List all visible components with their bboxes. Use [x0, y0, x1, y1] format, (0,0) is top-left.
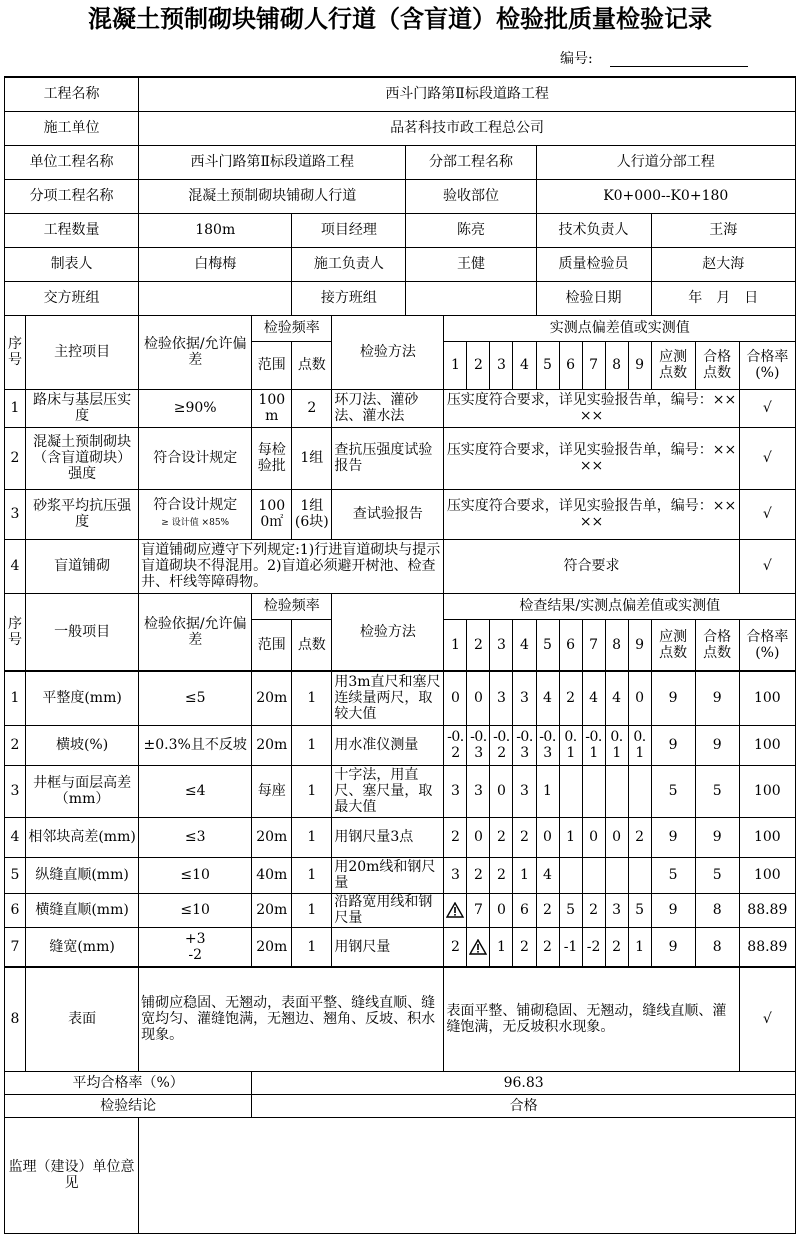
general-item: 平整度(mm) [26, 671, 139, 725]
main-range: 每检验批 [252, 427, 292, 489]
measured-value: 0 [444, 671, 467, 725]
main-basis [139, 489, 252, 539]
col-header: 5 [536, 341, 559, 389]
main-range-header: 范围 [252, 341, 292, 389]
subitem-label: 分项工程名称 [5, 179, 139, 213]
general-points: 1 [292, 725, 332, 765]
inspector-label: 质量检验员 [536, 247, 651, 281]
measured-value: 2 [490, 857, 513, 893]
general-points: 1 [292, 671, 332, 725]
main-test-pts-header: 应测点数 [651, 341, 695, 389]
general-rate: 100 [739, 765, 795, 817]
general-test-pts: 9 [651, 893, 695, 927]
general-pass-pts: 8 [695, 927, 739, 967]
main-seq: 4 [5, 539, 26, 593]
measured-value: 2 [536, 927, 559, 967]
main-seq: 2 [5, 427, 26, 489]
measured-value: 0 [467, 671, 490, 725]
measured-value [582, 857, 605, 893]
measured-value: 4 [536, 671, 559, 725]
general-range: 20m [252, 671, 292, 725]
general-seq: 4 [5, 817, 26, 857]
general-item: 井框与面层高差（mm） [26, 765, 139, 817]
general-test-pts: 9 [651, 725, 695, 765]
measured-value: 4 [605, 671, 628, 725]
general-test-pts-header: 应测点数 [651, 619, 695, 671]
pm-value: 陈亮 [406, 213, 536, 247]
measured-value: -0.3 [513, 725, 536, 765]
measured-value: 3 [513, 671, 536, 725]
contractor-value: 品茗科技市政工程总公司 [139, 111, 796, 145]
main-rate: √ [739, 427, 795, 489]
contractor-label: 施工单位 [5, 111, 139, 145]
main-basis-line: 符合设计规定 [153, 497, 238, 513]
table-row [5, 671, 796, 725]
general-basis: ≤4 [139, 765, 252, 817]
measured-value: 1 [536, 765, 559, 817]
main-result: 压实度符合要求，详见实验报告单，编号：×××× [444, 489, 739, 539]
measured-value: -0.3 [536, 725, 559, 765]
measured-value: -0.3 [467, 725, 490, 765]
general-basis: ≤3 [139, 817, 252, 857]
main-seq: 1 [5, 389, 26, 427]
table-row [5, 765, 796, 817]
pm-label: 项目经理 [292, 213, 406, 247]
general-range: 20m [252, 927, 292, 967]
measured-value: 3 [513, 765, 536, 817]
general-basis-line2: -2 [188, 946, 203, 963]
quantity-value: 180m [139, 213, 292, 247]
general-range: 20m [252, 893, 292, 927]
col-header: 1 [444, 341, 467, 389]
general-method: 用钢尺量3点 [332, 817, 444, 857]
general-item-header: 一般项目 [26, 593, 139, 671]
general-points: 1 [292, 893, 332, 927]
col-header: 2 [467, 619, 490, 671]
unit-project-value: 西斗门路第Ⅱ标段道路工程 [139, 145, 406, 179]
general-basis: ≤10 [139, 857, 252, 893]
measured-value: 3 [444, 765, 467, 817]
measured-value [444, 893, 467, 927]
measured-value: 0.1 [628, 725, 651, 765]
general-basis: 铺砌应稳固、无翘动，表面平整、缝线直顺、缝宽均匀、灌缝饱满，无翘边、翘角、反坡、积水现象。 [139, 967, 444, 1071]
measured-value: 2 [513, 817, 536, 857]
col-header: 4 [513, 341, 536, 389]
constructor-value: 王健 [406, 247, 536, 281]
record-table [4, 76, 796, 1234]
measured-value [605, 765, 628, 817]
general-basis [139, 927, 252, 967]
main-points: 1组(6块) [292, 489, 332, 539]
col-header: 6 [559, 341, 582, 389]
general-range-header: 范围 [252, 619, 292, 671]
main-measured-header: 实测点偏差值或实测值 [444, 315, 796, 341]
main-seq: 3 [5, 489, 26, 539]
measured-value: 4 [582, 671, 605, 725]
main-points: 1组 [292, 427, 332, 489]
general-method: 用水准仪测量 [332, 725, 444, 765]
general-points: 1 [292, 857, 332, 893]
division-value: 人行道分部工程 [536, 145, 796, 179]
constructor-label: 施工负责人 [292, 247, 406, 281]
table-row [5, 893, 796, 927]
check-date-label: 检验日期 [536, 281, 651, 315]
warning-triangle-icon [469, 939, 487, 955]
general-seq: 5 [5, 857, 26, 893]
general-item: 横缝直顺(mm) [26, 893, 139, 927]
general-seq: 8 [5, 967, 26, 1071]
general-test-pts: 5 [651, 765, 695, 817]
general-pass-rate-header: 合格率(%) [739, 619, 795, 671]
measured-value: 2 [628, 817, 651, 857]
main-range: 100m [252, 389, 292, 427]
main-method: 环刀法、灌砂法、灌水法 [332, 389, 444, 427]
general-rate: 100 [739, 817, 795, 857]
main-item: 砂浆平均抗压强度 [26, 489, 139, 539]
measured-value: 3 [444, 857, 467, 893]
col-header: 7 [582, 341, 605, 389]
measured-value: 0.1 [605, 725, 628, 765]
project-name-value: 西斗门路第Ⅱ标段道路工程 [139, 77, 796, 111]
handover-label: 交方班组 [5, 281, 139, 315]
table-row [5, 725, 796, 765]
general-method-header: 检验方法 [332, 593, 444, 671]
measured-value [628, 765, 651, 817]
inspector-value: 赵大海 [651, 247, 795, 281]
measured-value: 4 [536, 857, 559, 893]
measured-value: 3 [467, 765, 490, 817]
measured-value: -0.2 [444, 725, 467, 765]
general-test-pts: 9 [651, 927, 695, 967]
main-freq-header: 检验频率 [252, 315, 332, 341]
general-pass-pts: 9 [695, 725, 739, 765]
receiver-value[interactable] [406, 281, 536, 315]
general-points: 1 [292, 765, 332, 817]
general-pass-pts: 5 [695, 857, 739, 893]
measured-value: 7 [467, 893, 490, 927]
measured-value: 0 [467, 817, 490, 857]
general-pass-pts: 8 [695, 893, 739, 927]
main-basis: 符合设计规定 [139, 427, 252, 489]
general-points: 1 [292, 927, 332, 967]
general-seq: 7 [5, 927, 26, 967]
measured-value: 0 [628, 671, 651, 725]
serial-number-field[interactable] [610, 66, 748, 67]
general-item: 纵缝直顺(mm) [26, 857, 139, 893]
general-basis: ±0.3%且不反坡 [139, 725, 252, 765]
measured-value: 1 [559, 817, 582, 857]
measured-value: 2 [536, 893, 559, 927]
measured-value: 0 [582, 817, 605, 857]
general-method: 沿路宽用线和钢尺量 [332, 893, 444, 927]
table-row [5, 857, 796, 893]
general-item: 表面 [26, 967, 139, 1071]
main-result: 符合要求 [444, 539, 739, 593]
measured-value: 2 [490, 817, 513, 857]
main-method: 查抗压强度试验报告 [332, 427, 444, 489]
main-item: 混凝土预制砌块（含盲道砌块）强度 [26, 427, 139, 489]
measured-value: 1 [628, 927, 651, 967]
supervisor-opinion-value[interactable] [139, 1117, 796, 1233]
main-basis-header: 检验依据/允许偏差 [139, 315, 252, 389]
general-seq: 6 [5, 893, 26, 927]
main-basis: ≥90% [139, 389, 252, 427]
general-result: 表面平整、铺砌稳固、无翘动，缝线直顺、灌缝饱满，无反坡积水现象。 [444, 967, 739, 1071]
measured-value: 2 [605, 927, 628, 967]
tech-label: 技术负责人 [536, 213, 651, 247]
measured-value: 1 [513, 857, 536, 893]
handover-value[interactable] [139, 281, 292, 315]
acceptance-part-value: K0+000--K0+180 [536, 179, 796, 213]
general-points: 1 [292, 817, 332, 857]
general-measured-header: 检查结果/实测点偏差值或实测值 [444, 593, 796, 619]
main-method: 查试验报告 [332, 489, 444, 539]
quantity-label: 工程数量 [5, 213, 139, 247]
measured-value: 0 [490, 765, 513, 817]
main-result: 压实度符合要求，详见实验报告单，编号：×××× [444, 389, 739, 427]
measured-value: 2 [513, 927, 536, 967]
general-item: 相邻块高差(mm) [26, 817, 139, 857]
col-header: 7 [582, 619, 605, 671]
general-item: 缝宽(mm) [26, 927, 139, 967]
col-header: 8 [605, 341, 628, 389]
main-item-header: 主控项目 [26, 315, 139, 389]
table-row [5, 927, 796, 967]
col-header: 2 [467, 341, 490, 389]
general-freq-header: 检验频率 [252, 593, 332, 619]
page-title: 混凝土预制砌块铺砌人行道（含盲道）检验批质量检验记录 [88, 5, 712, 33]
measured-value: -2 [582, 927, 605, 967]
general-method: 十字法，用直尺、塞尺量，取最大值 [332, 765, 444, 817]
tech-value: 王海 [651, 213, 795, 247]
general-method: 用钢尺量 [332, 927, 444, 967]
general-range: 每座 [252, 765, 292, 817]
measured-value: -0.1 [582, 725, 605, 765]
general-test-pts: 9 [651, 671, 695, 725]
measured-value: 5 [559, 893, 582, 927]
general-seq: 1 [5, 671, 26, 725]
division-label: 分部工程名称 [406, 145, 536, 179]
serial-label: 编号: [560, 51, 593, 67]
general-rate: 88.89 [739, 893, 795, 927]
general-basis-header: 检验依据/允许偏差 [139, 593, 252, 671]
check-date-value: 年 月 日 [651, 281, 795, 315]
general-seq: 2 [5, 725, 26, 765]
receiver-label: 接方班组 [292, 281, 406, 315]
tabulator-value: 白梅梅 [139, 247, 292, 281]
col-header: 6 [559, 619, 582, 671]
measured-value: 0 [490, 893, 513, 927]
col-header: 3 [490, 619, 513, 671]
col-header: 8 [605, 619, 628, 671]
measured-value: -1 [559, 927, 582, 967]
general-method: 用20m线和钢尺量 [332, 857, 444, 893]
col-header: 9 [628, 341, 651, 389]
main-basis-line2: ≥ 设计值 ×85% [161, 518, 230, 528]
general-seq-header: 序号 [5, 593, 26, 671]
col-header: 9 [628, 619, 651, 671]
measured-value: 2 [582, 893, 605, 927]
general-points-header: 点数 [292, 619, 332, 671]
general-test-pts: 5 [651, 857, 695, 893]
measured-value: 6 [513, 893, 536, 927]
supervisor-opinion-label: 监理（建设）单位意见 [5, 1117, 139, 1233]
main-method-header: 检验方法 [332, 315, 444, 389]
main-range: 1000㎡ [252, 489, 292, 539]
general-rate: 100 [739, 857, 795, 893]
main-rate: √ [739, 489, 795, 539]
general-rate: 88.89 [739, 927, 795, 967]
table-row [5, 817, 796, 857]
general-pass-pts-header: 合格点数 [695, 619, 739, 671]
col-header: 1 [444, 619, 467, 671]
measured-value: 2 [444, 927, 467, 967]
measured-value: 5 [628, 893, 651, 927]
measured-value [467, 927, 490, 967]
general-range: 20m [252, 817, 292, 857]
general-method: 用3m直尺和塞尺连续量两尺，取较大值 [332, 671, 444, 725]
tabulator-label: 制表人 [5, 247, 139, 281]
avg-pass-rate-label: 平均合格率（%） [5, 1071, 252, 1094]
general-rate: 100 [739, 725, 795, 765]
acceptance-part-label: 验收部位 [406, 179, 536, 213]
measured-value: 2 [444, 817, 467, 857]
general-basis: ≤5 [139, 671, 252, 725]
conclusion-value: 合格 [252, 1094, 796, 1117]
general-range: 20m [252, 725, 292, 765]
measured-value: 3 [605, 893, 628, 927]
conclusion-label: 检验结论 [5, 1094, 252, 1117]
measured-value: 0.1 [559, 725, 582, 765]
measured-value [559, 765, 582, 817]
general-pass-pts: 5 [695, 765, 739, 817]
unit-project-label: 单位工程名称 [5, 145, 139, 179]
main-basis: 盲道铺砌应遵守下列规定:1)行进盲道砌块与提示盲道砌块不得混用。2)盲道必须避开树池、检查井、杆线等障碍物。 [139, 539, 444, 593]
avg-pass-rate-value: 96.83 [252, 1071, 796, 1094]
main-seq-header: 序号 [5, 315, 26, 389]
main-points: 2 [292, 389, 332, 427]
project-name-label: 工程名称 [5, 77, 139, 111]
measured-value: 3 [490, 671, 513, 725]
measured-value: 2 [559, 671, 582, 725]
main-pass-pts-header: 合格点数 [695, 341, 739, 389]
general-pass-pts: 9 [695, 817, 739, 857]
measured-value [628, 857, 651, 893]
main-points-header: 点数 [292, 341, 332, 389]
main-item: 盲道铺砌 [26, 539, 139, 593]
general-basis: ≤10 [139, 893, 252, 927]
general-rate: 100 [739, 671, 795, 725]
main-rate: √ [739, 389, 795, 427]
measured-value: 2 [467, 857, 490, 893]
general-pass-pts: 9 [695, 671, 739, 725]
col-header: 5 [536, 619, 559, 671]
general-test-pts: 9 [651, 817, 695, 857]
col-header: 4 [513, 619, 536, 671]
measured-value: 1 [490, 927, 513, 967]
general-item: 横坡(%) [26, 725, 139, 765]
general-range: 40m [252, 857, 292, 893]
main-item: 路床与基层压实度 [26, 389, 139, 427]
general-seq: 3 [5, 765, 26, 817]
measured-value: 0 [605, 817, 628, 857]
measured-value [559, 857, 582, 893]
measured-value [582, 765, 605, 817]
col-header: 3 [490, 341, 513, 389]
measured-value: -0.2 [490, 725, 513, 765]
measured-value [605, 857, 628, 893]
subitem-value: 混凝土预制砌块铺砌人行道 [139, 179, 406, 213]
measured-value: 0 [536, 817, 559, 857]
main-pass-rate-header: 合格率(%) [739, 341, 795, 389]
warning-triangle-icon [446, 902, 464, 918]
main-rate: √ [739, 539, 795, 593]
main-result: 压实度符合要求，详见实验报告单，编号：×××× [444, 427, 739, 489]
general-basis-line: +3 [184, 930, 206, 947]
general-rate: √ [739, 967, 795, 1071]
